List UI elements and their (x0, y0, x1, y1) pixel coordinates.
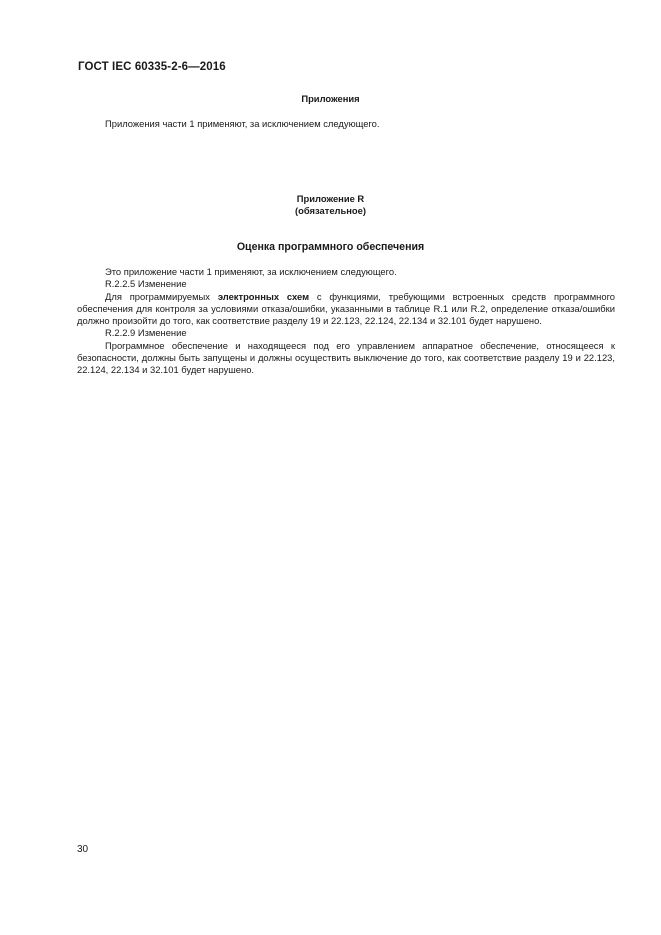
clause-r229-text: Программное обеспечение и находящееся под его управлением аппаратное обеспечение, относящееся к безопасности, должны быть запущены и должны осуществить выключение до того, как соответствие разделу 19 и 22.123, 22.124, 22.134 и 32.101 будет нарушено. (77, 339, 615, 376)
annex-subject: Оценка программного обеспечения (236, 241, 425, 253)
annex-status: (обязательное) (295, 205, 366, 216)
document-code-header: ГОСТ IEC 60335-2-6—2016 (78, 61, 226, 73)
appendices-heading: Приложения (301, 93, 360, 104)
page-number: 30 (77, 844, 89, 855)
annex-title: Приложение R (296, 193, 365, 204)
clause-r225-text-end: с функциями, требующими встроенных средств программного обеспечения для контроля за условиями отказа/ошибки, указанными в таблице R.1 или R.2, определение отказа/ошибки должно произойти до того, как соответствие разделу 19 и 22.123, 22.124, 22.134 и 32.101 будет нарушено. (77, 290, 615, 327)
annex-intro: Это приложение части 1 применяют, за исключением следующего. (105, 266, 397, 277)
clause-r225-ref: R.2.2.5 Изменение (105, 278, 187, 290)
annex-body (77, 266, 615, 377)
clause-r225-term: электронных схем (217, 290, 310, 302)
clause-r225-text (77, 291, 615, 328)
appendices-intro: Приложения части 1 применяют, за исключением следующего. (105, 118, 380, 129)
clause-r229-ref: R.2.2.9 Изменение (105, 327, 187, 339)
clause-r225-text-start: Для программируемых (105, 290, 218, 302)
